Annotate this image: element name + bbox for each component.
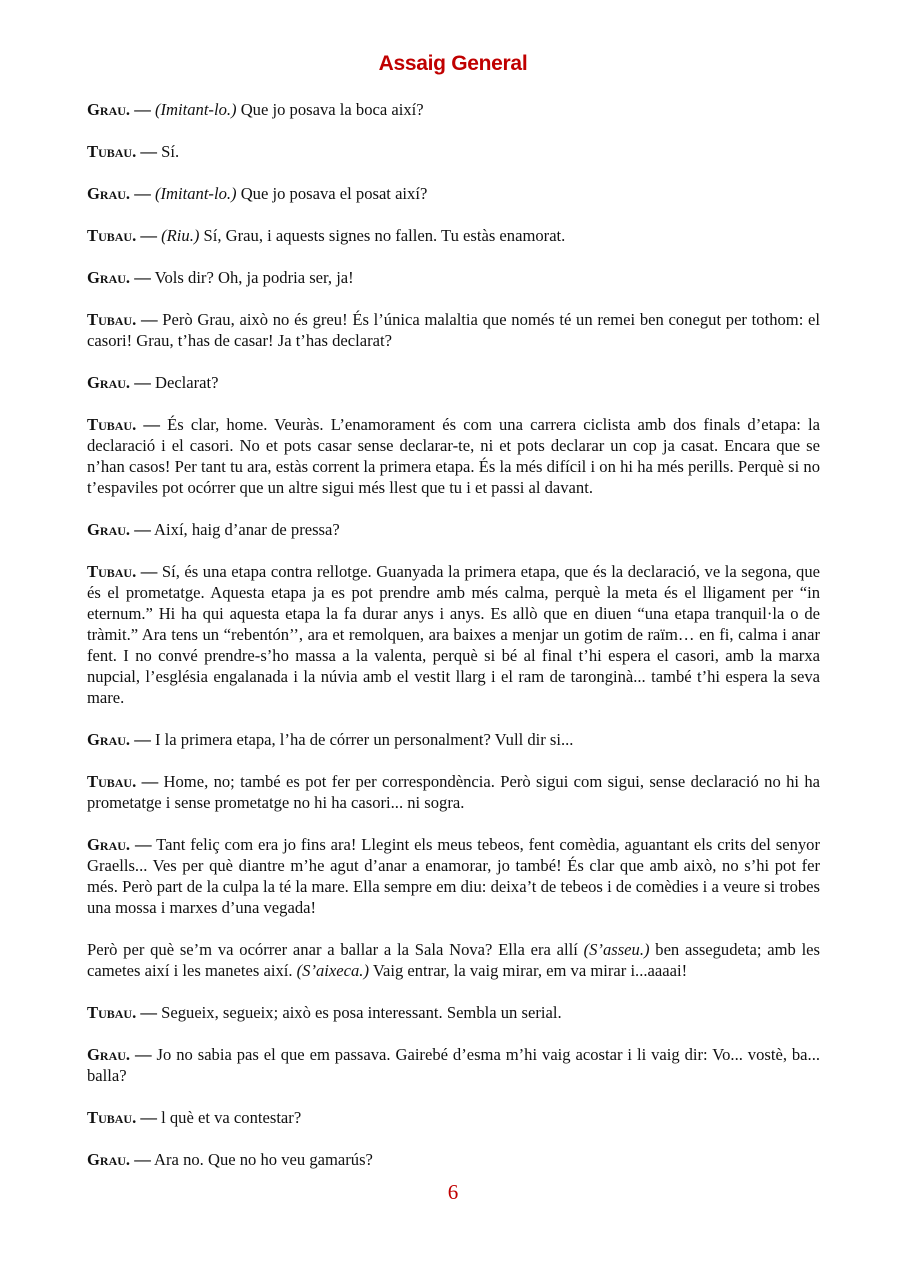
dialogue-text: És clar, home. Veuràs. L’enamorament és com una carrera ciclista amb dos finals d’etapa: la declaració i el casori. No et pots casar sense declarar-te, ni et pots declarar un cop ja casat. Encara que se n’han casos! Per tant tu ara, estàs corrent la primera etapa. És la més difícil i on hi ha més perills. Perquè si no t’espaviles pot ocórrer que un altre sigui més llest que tu i et passi al davant.	[87, 415, 820, 497]
stage-direction: (Imitant-lo.)	[154, 100, 237, 119]
dialogue-paragraph	[87, 183, 820, 204]
dialogue-dash: —	[134, 373, 151, 392]
dialogue-paragraph	[87, 1044, 820, 1086]
dialogue-paragraph	[87, 309, 820, 351]
speaker-name: Tubau.	[87, 310, 137, 329]
dialogue-text: Declarat?	[154, 373, 219, 392]
speaker-name: Tubau.	[87, 1003, 137, 1022]
stage-direction: (Imitant-lo.)	[154, 184, 237, 203]
speaker-name: Grau.	[87, 1150, 131, 1169]
page-title: Assaig General	[378, 52, 528, 75]
dialogue-paragraph	[87, 225, 820, 246]
page-number: 6	[447, 1180, 459, 1204]
dialogue-dash: —	[134, 520, 151, 539]
dialogue-dash: —	[134, 184, 151, 203]
dialogue-dash: —	[140, 1108, 157, 1127]
dialogue-paragraph	[87, 99, 820, 120]
dialogue-dash: —	[134, 835, 152, 854]
dialogue-dash: —	[140, 562, 158, 581]
dialogue-text: Però Grau, això no és greu! És l’única malaltia que només té un remei ben conegut per tothom: el casori! Grau, t’has de casar! Ja t’has declarat?	[87, 310, 821, 350]
dialogue-text: I la primera etapa, l’ha de córrer un personalment? Vull dir si...	[154, 730, 574, 749]
dialogue-text: ben assegudeta; amb les cametes així i les manetes així.	[87, 940, 820, 980]
speaker-name: Grau.	[87, 100, 131, 119]
dialogue-text: Sí, és una etapa contra rellotge. Guanyada la primera etapa, que és la declaració, ve la segona, que és el prometatge. Aquesta etapa ja es pot prendre amb més calma, perquè la meta és el lligament per “in eternum.” Hi ha qui aquesta etapa la fa durar anys i anys. Es allò que en diuen “una etapa tranquil·la o de tràmit.” Ara tens un “rebentón’’, ara et remolquen, ara baixes a menjar un gotim de raïm… en fi, calma i anar fent. I no convé prendre-s’ho massa a la valenta, perquè si bé al final t’hi espera el casori, amb la marxa nupcial, l’església engalanada i la núvia amb el vestit llarg i el ram de taronginà... també t’hi espera la seva mare.	[87, 562, 820, 707]
speaker-name: Tubau.	[87, 415, 137, 434]
dialogue-text: Sí.	[161, 142, 180, 161]
dialogue-paragraph	[87, 519, 820, 540]
dialogue-body	[87, 99, 820, 1191]
dialogue-dash: —	[134, 268, 151, 287]
dialogue-dash: —	[134, 1150, 151, 1169]
dialogue-dash: —	[140, 142, 157, 161]
speaker-name: Tubau.	[87, 142, 137, 161]
dialogue-paragraph	[87, 561, 820, 708]
dialogue-paragraph	[87, 372, 820, 393]
dialogue-paragraph	[87, 414, 820, 498]
dialogue-paragraph	[87, 729, 820, 750]
speaker-name: Grau.	[87, 268, 131, 287]
dialogue-dash: —	[141, 772, 159, 791]
dialogue-text: Home, no; també es pot fer per correspondència. Però sigui com sigui, sense declaració no hi ha prometatge i sense prometatge no hi ha casori... ni sogra.	[87, 772, 821, 812]
speaker-name: Tubau.	[87, 226, 137, 245]
stage-direction: (Riu.)	[161, 226, 200, 245]
dialogue-text: Vaig entrar, la vaig mirar, em va mirar i...aaaai!	[368, 961, 688, 980]
speaker-name: Tubau.	[87, 1108, 137, 1127]
dialogue-dash: —	[140, 310, 158, 329]
speaker-name: Grau.	[87, 520, 131, 539]
dialogue-text: Jo no sabia pas el que em passava. Gairebé d’esma m’hi vaig acostar i li vaig dir: Vo... vostè, ba... balla?	[87, 1045, 820, 1085]
dialogue-paragraph	[87, 1149, 820, 1170]
dialogue-text: Però per què se’m va ocórrer anar a ballar a la Sala Nova? Ella era allí	[87, 940, 584, 959]
dialogue-dash: —	[140, 1003, 157, 1022]
dialogue-text: Ara no. Que no ho veu gamarús?	[154, 1150, 373, 1169]
speaker-name: Grau.	[87, 835, 131, 854]
dialogue-text: Tant feliç com era jo fins ara! Llegint els meus tebeos, fent comèdia, aguantant els crits del senyor Graells... Ves per què diantre m’he agut d’anar a enamorar, jo també! És clar que amb això, no s’hi pot fer més. Però part de la culpa la té la mare. Ella sempre em diu: deixa’t de tebeos i de comèdies i a veure si trobes una mossa i marxes d’una vegada!	[87, 835, 821, 917]
speaker-name: Grau.	[87, 184, 131, 203]
dialogue-paragraph	[87, 771, 820, 813]
speaker-name: Grau.	[87, 1045, 131, 1064]
dialogue-paragraph	[87, 939, 820, 981]
stage-direction: (S’aixeca.)	[296, 961, 369, 980]
speaker-name: Tubau.	[87, 772, 137, 791]
dialogue-dash: —	[140, 226, 157, 245]
dialogue-paragraph	[87, 1002, 820, 1023]
dialogue-dash: —	[143, 415, 160, 434]
dialogue-text: Que jo posava el posat així?	[236, 184, 428, 203]
dialogue-text: Vols dir? Oh, ja podria ser, ja!	[154, 268, 354, 287]
dialogue-dash: —	[135, 1045, 152, 1064]
dialogue-paragraph	[87, 141, 820, 162]
dialogue-text: Segueix, segueix; això es posa interessant. Sembla un serial.	[161, 1003, 562, 1022]
speaker-name: Tubau.	[87, 562, 137, 581]
speaker-name: Grau.	[87, 730, 131, 749]
dialogue-text: Sí, Grau, i aquests signes no fallen. Tu estàs enamorat.	[199, 226, 566, 245]
speaker-name: Grau.	[87, 373, 131, 392]
dialogue-text: Així, haig d’anar de pressa?	[154, 520, 340, 539]
dialogue-dash: —	[134, 730, 151, 749]
dialogue-dash: —	[134, 100, 151, 119]
dialogue-text: Que jo posava la boca així?	[236, 100, 424, 119]
stage-direction: (S’asseu.)	[583, 940, 650, 959]
dialogue-text: l què et va contestar?	[161, 1108, 302, 1127]
dialogue-paragraph	[87, 267, 820, 288]
dialogue-paragraph	[87, 1107, 820, 1128]
dialogue-paragraph	[87, 834, 820, 918]
